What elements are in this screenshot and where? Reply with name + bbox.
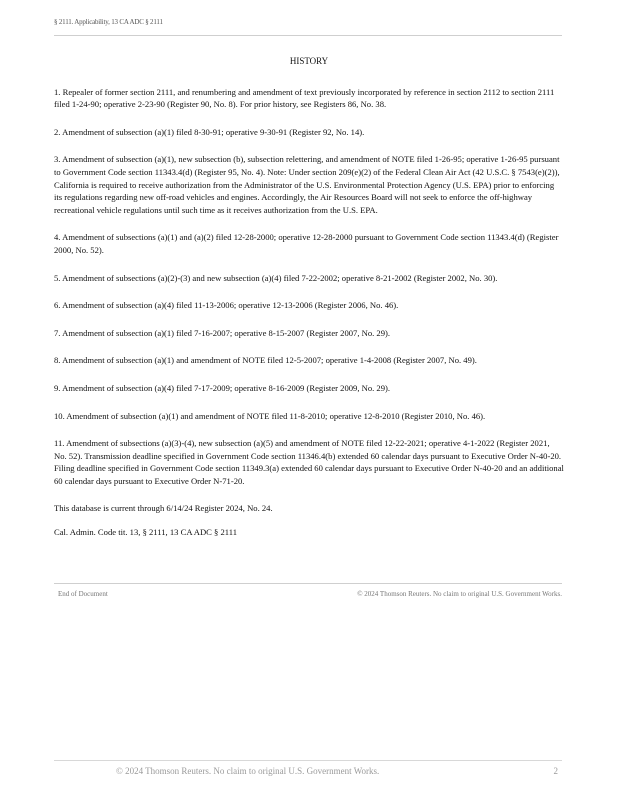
- document-footer: [54, 583, 562, 598]
- currency-note: This database is current through 6/14/24 Register 2024, No. 24.: [54, 503, 273, 514]
- history-entry-8: 8. Amendment of subsection (a)(1) and amendment of NOTE filed 12-5-2007; operative 1-4-2008 (Register 2007, No. 49).: [54, 355, 477, 366]
- header-divider: [54, 35, 562, 36]
- history-entry-2: 2. Amendment of subsection (a)(1) filed 8-30-91; operative 9-30-91 (Register 92, No. 14).: [54, 126, 365, 137]
- page-number: 2: [553, 766, 558, 776]
- history-entry-11: 11. Amendment of subsections (a)(3)-(4), new subsection (a)(5) and amendment of NOTE filed 12-22-2021; operative 4-1-2022 (Register 2021, No. 52). Transmission deadline specified in Government Code section 11346.4(b) extended 60 calendar days pursuant to Executive Order N-40-20. Filing deadline specified in Government Code section 11349.3(a) extended 60 calendar days pursuant to Executive Order N-40-20 and an additional 60 calendar days pursuant to Executive Order N-71-20.: [54, 438, 564, 486]
- end-of-document: End of Document: [58, 590, 108, 598]
- history-entry-5: 5. Amendment of subsections (a)(2)-(3) and new subsection (a)(4) filed 7-22-2002; operative 8-21-2002 (Register 2002, No. 30).: [54, 272, 498, 283]
- history-entry-9: 9. Amendment of subsection (a)(4) filed 7-17-2009; operative 8-16-2009 (Register 2009, No. 29).: [54, 382, 391, 393]
- history-entry-3: 3. Amendment of subsection (a)(1), new subsection (b), subsection relettering, and amendment of NOTE filed 1-26-95; operative 1-26-95 pursuant to Government Code section 11343.4(d) (Register 95, No. 4). Note: Under section 209(e)(2) of the Federal Clean Air Act (42 U.S.C. § 7543(e)(2)), California is required to receive authorization from the Administrator of the U.S. Environmental Protection Agency (U.S. EPA) prior to enforcing its regulations regarding new off-road vehicles and engines. Accordingly, the Air Resources Board will not seek to enforce the off-highway recreational vehicle regulations until such time as it receives authorization from the U.S. EPA.: [54, 154, 560, 215]
- history-entry-6: 6. Amendment of subsection (a)(4) filed 11-13-2006; operative 12-13-2006 (Register 2006, No. 46).: [54, 300, 399, 311]
- history-entry-7: 7. Amendment of subsection (a)(1) filed 7-16-2007; operative 8-15-2007 (Register 2007, No. 29).: [54, 327, 391, 338]
- document-body: [54, 55, 564, 554]
- citation: Cal. Admin. Code tit. 13, § 2111, 13 CA ADC § 2111: [54, 527, 238, 538]
- history-entry-1: 1. Repealer of former section 2111, and renumbering and amendment of text previously incorporated by reference in section 2112 to section 2111 filed 1-24-90; operative 2-23-90 (Register 90, No. 8). For prior history, see Registers 86, No. 38.: [54, 86, 555, 110]
- history-title: HISTORY: [289, 56, 329, 66]
- document-copyright: © 2024 Thomson Reuters. No claim to original U.S. Government Works.: [357, 590, 562, 598]
- running-head: § 2111. Applicability, 13 CA ADC § 2111: [54, 18, 163, 26]
- history-entry-4: 4. Amendment of subsections (a)(1) and (a)(2) filed 12-28-2000; operative 12-28-2000 pursuant to Government Code section 11343.4(d) (Register 2000, No. 52).: [54, 232, 559, 255]
- page-copyright: © 2024 Thomson Reuters. No claim to original U.S. Government Works.: [116, 766, 380, 776]
- history-entry-10: 10. Amendment of subsection (a)(1) and amendment of NOTE filed 11-8-2010; operative 12-8-2010 (Register 2010, No. 46).: [54, 410, 486, 421]
- page-footer-divider: [54, 760, 562, 761]
